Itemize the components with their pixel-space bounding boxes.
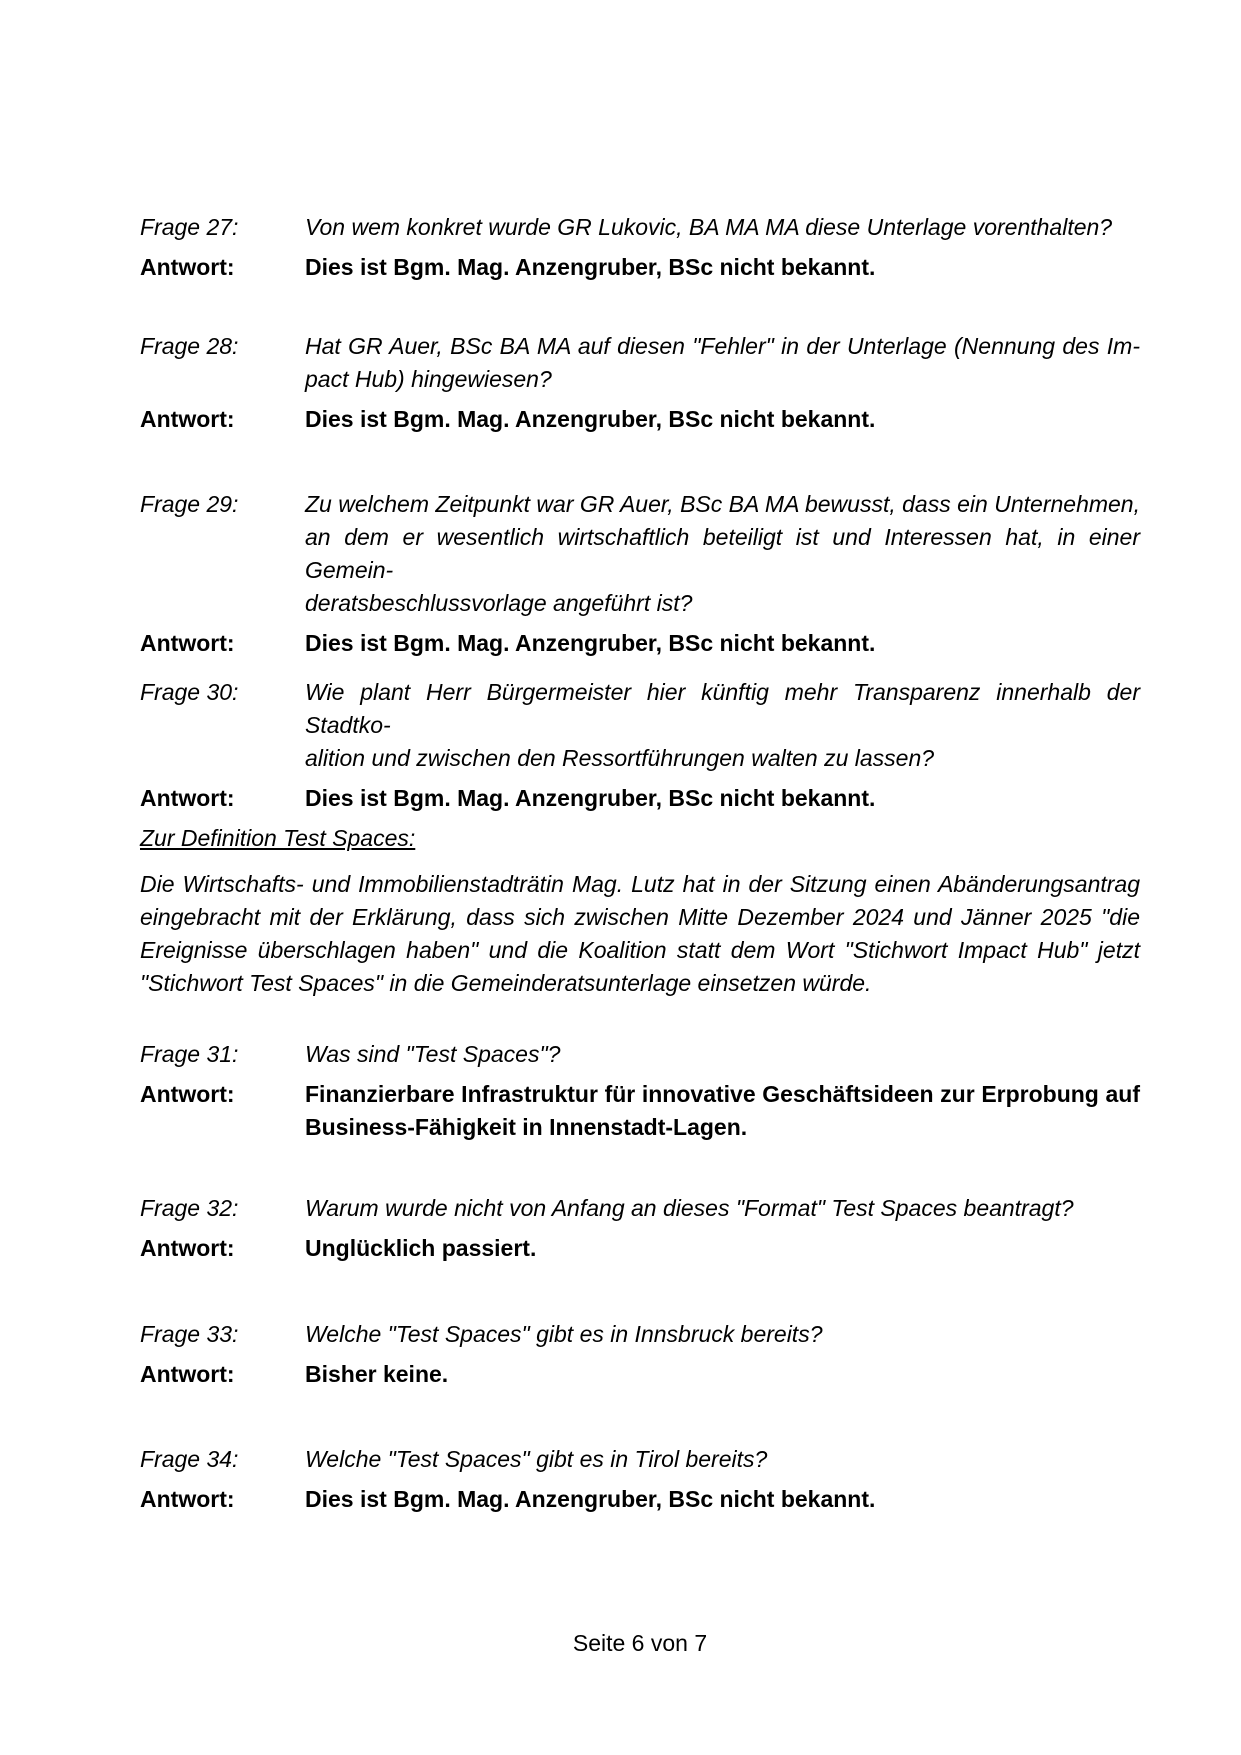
answer-line: Finanzierbare Infrastruktur für innovative Geschäftsideen zur Erprobung auf bbox=[305, 1081, 1140, 1107]
question-text bbox=[305, 211, 1140, 244]
qa-block-frage-29 bbox=[140, 488, 1140, 660]
question-row bbox=[140, 1038, 1140, 1071]
qa-block-frage-31 bbox=[140, 1038, 1140, 1144]
question-text bbox=[305, 330, 1140, 396]
answer-row bbox=[140, 251, 1140, 284]
question-line: Hat GR Auer, BSc BA MA auf diesen "Fehler" in der Unterlage (Nennung des Im- bbox=[305, 333, 1140, 359]
question-text bbox=[305, 1192, 1140, 1225]
qa-block-frage-34 bbox=[140, 1443, 1140, 1516]
question-row bbox=[140, 488, 1140, 620]
question-label: Frage 32: bbox=[140, 1195, 239, 1221]
question-line: alition und zwischen den Ressortführungen walten zu lassen? bbox=[305, 745, 935, 771]
question-label: Frage 31: bbox=[140, 1041, 239, 1067]
question-line: Von wem konkret wurde GR Lukovic, BA MA MA diese Unterlage vorenthalten? bbox=[305, 214, 1113, 240]
answer-label: Antwort: bbox=[140, 254, 235, 280]
question-row bbox=[140, 1443, 1140, 1476]
answer-line: Dies ist Bgm. Mag. Anzengruber, BSc nicht bekannt. bbox=[305, 1486, 876, 1512]
answer-line: Dies ist Bgm. Mag. Anzengruber, BSc nicht bekannt. bbox=[305, 254, 876, 280]
section-paragraph bbox=[140, 868, 1140, 1000]
answer-row bbox=[140, 1232, 1140, 1265]
question-label: Frage 33: bbox=[140, 1321, 239, 1347]
question-line: Welche "Test Spaces" gibt es in Innsbruck bereits? bbox=[305, 1321, 823, 1347]
answer-text bbox=[305, 251, 1140, 284]
paragraph-line: Ereignisse überschlagen haben" und die Koalition statt dem Wort "Stichwort Impact Hub" jetzt bbox=[140, 937, 1140, 963]
question-text bbox=[305, 488, 1140, 620]
answer-row bbox=[140, 1078, 1140, 1144]
question-line: an dem er wesentlich wirtschaftlich beteiligt ist und Interessen hat, in einer Gemein- bbox=[305, 524, 1140, 583]
answer-label: Antwort: bbox=[140, 1361, 235, 1387]
question-text bbox=[305, 1038, 1140, 1071]
answer-line: Dies ist Bgm. Mag. Anzengruber, BSc nicht bekannt. bbox=[305, 785, 876, 811]
qa-block-frage-30 bbox=[140, 676, 1140, 815]
qa-block-frage-27 bbox=[140, 211, 1140, 284]
answer-row bbox=[140, 782, 1140, 815]
question-line: Wie plant Herr Bürgermeister hier künftig mehr Transparenz innerhalb der Stadtko- bbox=[305, 679, 1140, 738]
question-label: Frage 27: bbox=[140, 214, 239, 240]
question-row bbox=[140, 676, 1140, 775]
question-line: Was sind "Test Spaces"? bbox=[305, 1041, 561, 1067]
answer-text bbox=[305, 782, 1140, 815]
answer-line: Unglücklich passiert. bbox=[305, 1235, 537, 1261]
answer-text bbox=[305, 1483, 1140, 1516]
question-line: Welche "Test Spaces" gibt es in Tirol bereits? bbox=[305, 1446, 768, 1472]
question-line: Warum wurde nicht von Anfang an dieses "Format" Test Spaces beantragt? bbox=[305, 1195, 1074, 1221]
question-text bbox=[305, 1443, 1140, 1476]
qa-block-frage-33 bbox=[140, 1318, 1140, 1391]
answer-text bbox=[305, 1078, 1140, 1144]
answer-text bbox=[305, 627, 1140, 660]
answer-text bbox=[305, 1232, 1140, 1265]
question-label: Frage 34: bbox=[140, 1446, 239, 1472]
answer-row bbox=[140, 403, 1140, 436]
answer-label: Antwort: bbox=[140, 1486, 235, 1512]
answer-text bbox=[305, 1358, 1140, 1391]
answer-line: Business-Fähigkeit in Innenstadt-Lagen. bbox=[305, 1114, 748, 1140]
answer-label: Antwort: bbox=[140, 630, 235, 656]
question-label: Frage 29: bbox=[140, 491, 239, 517]
question-label: Frage 30: bbox=[140, 679, 239, 705]
page-number-footer: Seite 6 von 7 bbox=[572, 1630, 708, 1656]
qa-block-frage-32 bbox=[140, 1192, 1140, 1265]
question-line: Zu welchem Zeitpunkt war GR Auer, BSc BA MA bewusst, dass ein Unternehmen, bbox=[305, 491, 1140, 517]
section-heading-text: Zur Definition Test Spaces: bbox=[140, 825, 416, 851]
paragraph-line: eingebracht mit der Erklärung, dass sich zwischen Mitte Dezember 2024 und Jänner 2025 "die bbox=[140, 904, 1140, 930]
answer-line: Dies ist Bgm. Mag. Anzengruber, BSc nicht bekannt. bbox=[305, 630, 876, 656]
answer-row bbox=[140, 1483, 1140, 1516]
question-row bbox=[140, 1192, 1140, 1225]
question-row bbox=[140, 211, 1140, 244]
question-text bbox=[305, 676, 1140, 775]
answer-text bbox=[305, 403, 1140, 436]
answer-row bbox=[140, 627, 1140, 660]
answer-line: Bisher keine. bbox=[305, 1361, 449, 1387]
question-line: pact Hub) hingewiesen? bbox=[305, 366, 552, 392]
qa-block-frage-28 bbox=[140, 330, 1140, 436]
answer-line: Dies ist Bgm. Mag. Anzengruber, BSc nicht bekannt. bbox=[305, 406, 876, 432]
section-heading bbox=[140, 822, 1140, 855]
question-row bbox=[140, 330, 1140, 396]
answer-label: Antwort: bbox=[140, 406, 235, 432]
answer-row bbox=[140, 1358, 1140, 1391]
question-line: deratsbeschlussvorlage angeführt ist? bbox=[305, 590, 693, 616]
answer-label: Antwort: bbox=[140, 1081, 235, 1107]
answer-label: Antwort: bbox=[140, 785, 235, 811]
question-row bbox=[140, 1318, 1140, 1351]
question-label: Frage 28: bbox=[140, 333, 239, 359]
question-text bbox=[305, 1318, 1140, 1351]
paragraph-line: Die Wirtschafts- und Immobilienstadträtin Mag. Lutz hat in der Sitzung einen Abänderungsantrag bbox=[140, 871, 1140, 897]
answer-label: Antwort: bbox=[140, 1235, 235, 1261]
paragraph-line: "Stichwort Test Spaces" in die Gemeinderatsunterlage einsetzen würde. bbox=[140, 970, 872, 996]
